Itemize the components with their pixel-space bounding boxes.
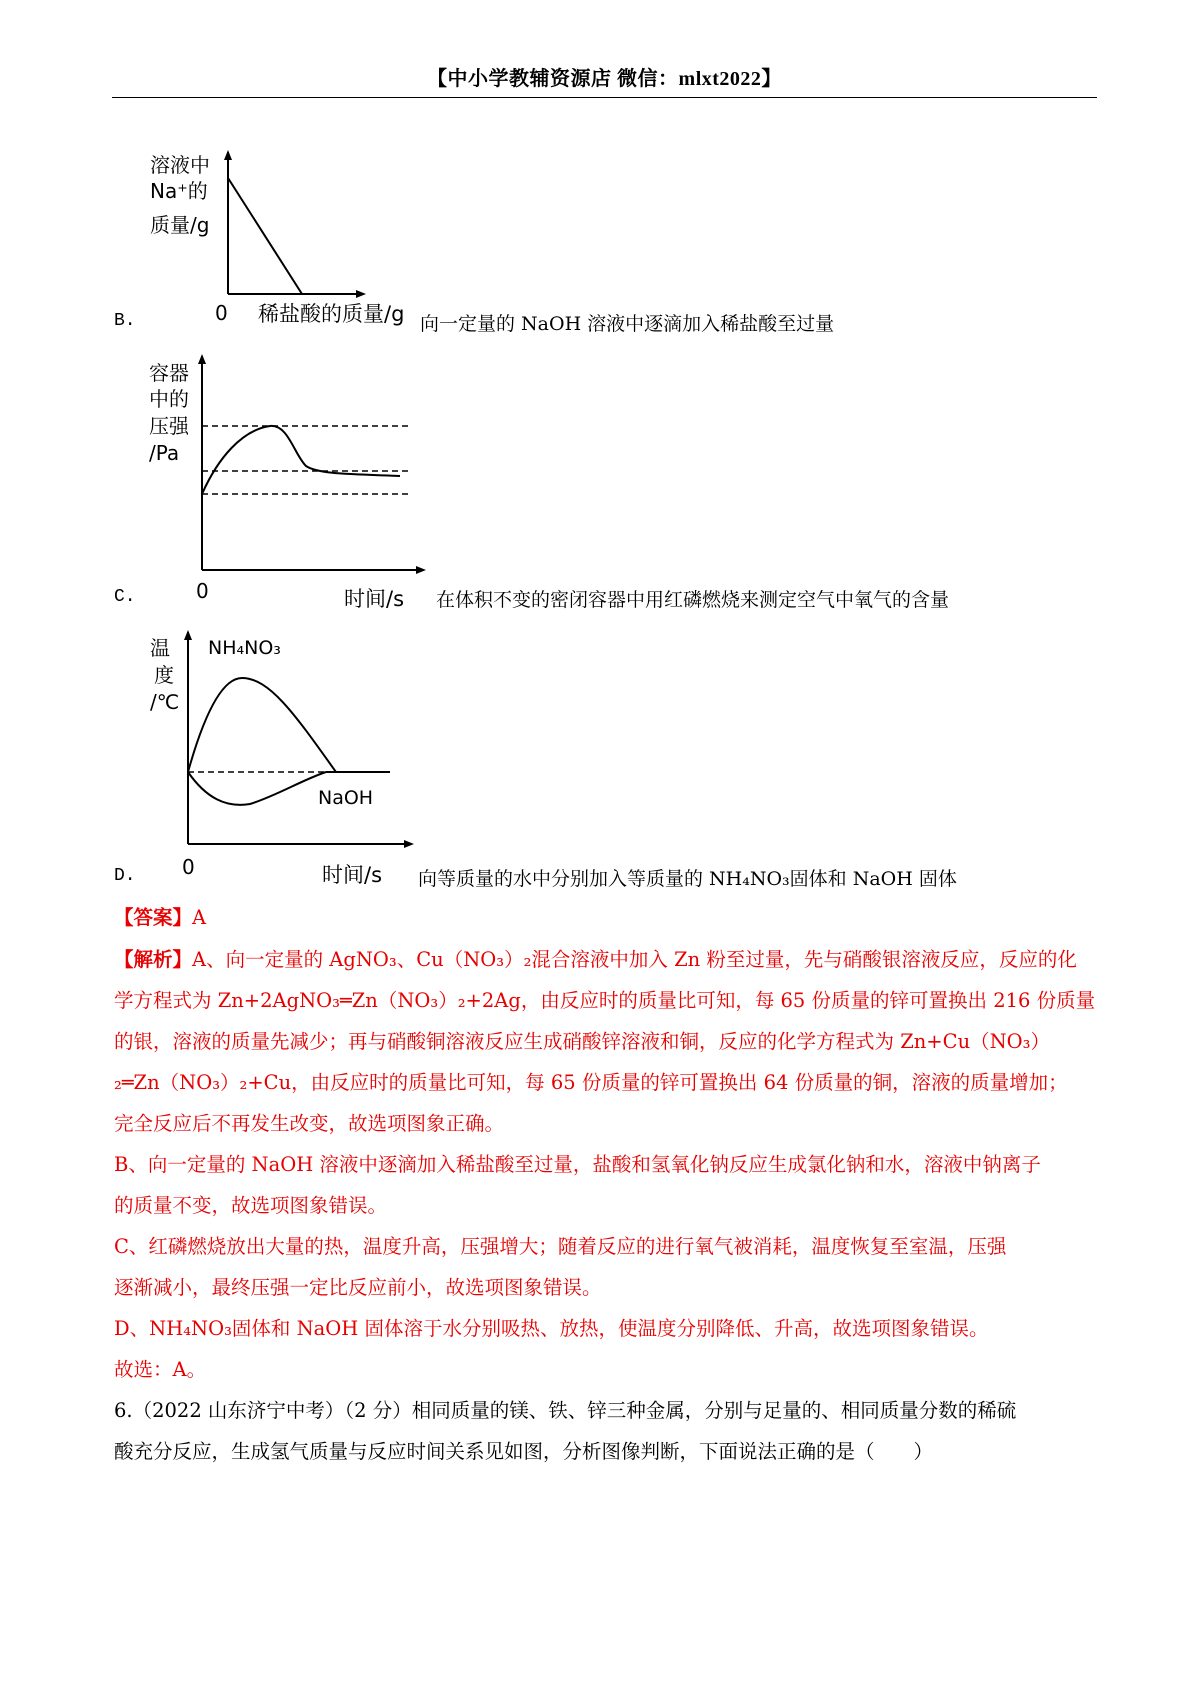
option-c-graph xyxy=(146,354,436,614)
option-b-xlabel: 稀盐酸的质量/g xyxy=(258,302,405,326)
option-b-ylabel-1: 溶液中 xyxy=(150,153,210,177)
option-d-ylabel-2: 度 xyxy=(154,663,174,687)
option-d-ylabel-1: 温 xyxy=(150,636,170,660)
analysis-a-line-2: 学方程式为 Zn+2AgNO₃═Zn（NO₃）₂+2Ag，由反应时的质量比可知，每 65 份质量的锌可置换出 216 份质量 xyxy=(114,989,1096,1012)
option-c-ylabel-3: 压强 xyxy=(149,414,189,438)
option-d-origin: 0 xyxy=(182,855,195,879)
option-d-curve-bottom-label: NaOH xyxy=(318,787,374,809)
option-c-ylabel-4: /Pa xyxy=(149,441,180,465)
question-6-line-2: 酸充分反应，生成氢气质量与反应时间关系见如图，分析图像判断，下面说法正确的是（ ） xyxy=(114,1440,934,1463)
analysis-a-line-5: 完全反应后不再发生改变，故选项图象正确。 xyxy=(114,1112,505,1135)
option-c-label: C. xyxy=(114,587,136,607)
option-d-curve-top-label: NH₄NO₃ xyxy=(208,637,281,659)
page-header: 【中小学教辅资源店 微信：mlxt2022】 xyxy=(427,68,782,90)
option-d-description: 向等质量的水中分别加入等质量的 NH₄NO₃固体和 NaOH 固体 xyxy=(418,868,957,890)
option-c-ylabel-1: 容器 xyxy=(149,361,189,385)
analysis-c-line-1: C、红磷燃烧放出大量的热，温度升高，压强增大；随着反应的进行氧气被消耗，温度恢复至室温，压强 xyxy=(114,1235,1007,1258)
option-d-graph xyxy=(146,630,436,890)
option-c-ylabel-2: 中的 xyxy=(149,387,189,411)
option-b-curve xyxy=(228,178,302,294)
option-b-graph xyxy=(140,150,420,335)
option-b-label: B. xyxy=(114,311,136,331)
option-b-description: 向一定量的 NaOH 溶液中逐滴加入稀盐酸至过量 xyxy=(420,313,835,335)
conclusion: 故选：A。 xyxy=(114,1358,207,1381)
option-b-ylabel-2: Na⁺的 xyxy=(150,179,208,203)
question-6-line-1: 6.（2022 山东济宁中考）（2 分）相同质量的镁、铁、锌三种金属，分别与足量的、相同质量分数的稀硫 xyxy=(114,1399,1017,1422)
analysis-a-line-4: ₂═Zn（NO₃）₂+Cu，由反应时的质量比可知，每 65 份质量的锌可置换出 64 份质量的铜，溶液的质量增加； xyxy=(114,1071,1068,1094)
analysis-b-line-2: 的质量不变，故选项图象错误。 xyxy=(114,1194,388,1217)
analysis-a-line-1 xyxy=(114,942,1100,978)
option-c-origin: 0 xyxy=(196,579,209,603)
option-b-origin: 0 xyxy=(215,301,228,325)
answer-line xyxy=(114,900,1100,936)
option-c-curve xyxy=(202,426,400,494)
analysis-d-line-1: D、NH₄NO₃固体和 NaOH 固体溶于水分别吸热、放热，使温度分别降低、升高，故选项图象错误。 xyxy=(114,1317,989,1340)
option-d-xlabel: 时间/s xyxy=(322,863,383,887)
option-b-ylabel-3: 质量/g xyxy=(150,213,210,237)
option-d-ylabel-3: /℃ xyxy=(150,690,180,714)
header-rule xyxy=(112,97,1097,98)
analysis-b-line-1: B、向一定量的 NaOH 溶液中逐滴加入稀盐酸至过量，盐酸和氢氧化钠反应生成氯化钠和水，溶液中钠离子 xyxy=(114,1153,1041,1176)
option-d-curve-bottom xyxy=(188,772,326,805)
analysis-tag: 【解析】 xyxy=(114,948,193,971)
option-d-label: D. xyxy=(114,866,136,886)
option-c-xlabel: 时间/s xyxy=(344,587,405,611)
option-d-curve-top xyxy=(188,678,336,772)
answer-tag: 【答案】 xyxy=(114,906,193,929)
option-c-description: 在体积不变的密闭容器中用红磷燃烧来测定空气中氧气的含量 xyxy=(436,589,950,611)
analysis-c-line-2: 逐渐减小，最终压强一定比反应前小，故选项图象错误。 xyxy=(114,1276,602,1299)
analysis-a-text-1: A、向一定量的 AgNO₃、Cu（NO₃）₂混合溶液中加入 Zn 粉至过量，先与硝酸银溶液反应，反应的化 xyxy=(192,948,1077,971)
analysis-a-line-3: 的银，溶液的质量先减少；再与硝酸铜溶液反应生成硝酸锌溶液和铜，反应的化学方程式为 Zn+Cu（NO₃） xyxy=(114,1030,1050,1053)
answer-value: A xyxy=(192,906,207,929)
